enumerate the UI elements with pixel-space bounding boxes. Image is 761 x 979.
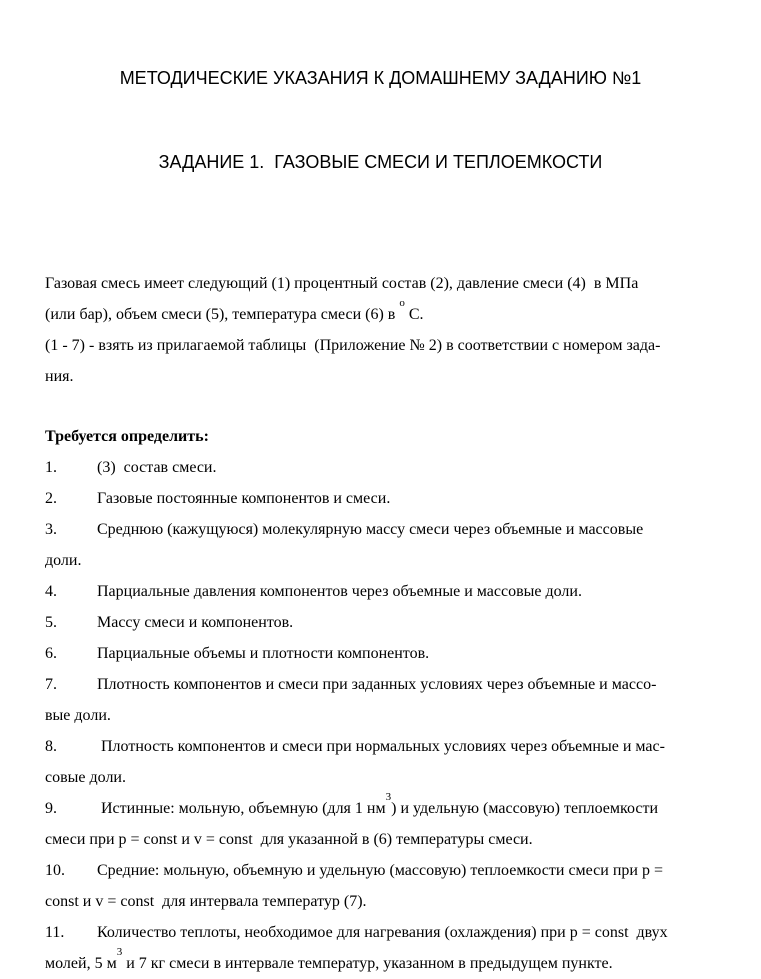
intro-line-4: ния.	[45, 368, 74, 385]
item-text: Плотность компонентов и смеси при нормальных условиях через объемные и мас-	[97, 738, 665, 755]
item-number: 4.	[45, 583, 57, 600]
list-item-9	[45, 790, 716, 824]
list-item-3-continuation: доли.	[45, 552, 82, 569]
title-line-1: МЕТОДИЧЕСКИЕ УКАЗАНИЯ К ДОМАШНЕМУ ЗАДАНИЮ №1	[119, 68, 642, 88]
cubic-meter-superscript: 3	[385, 790, 392, 803]
item-number: 2.	[45, 490, 57, 507]
item-text: Массу смеси и компонентов.	[97, 614, 294, 631]
intro-line-3: (1 - 7) - взять из прилагаемой таблицы (Приложение № 2) в соответствии с номером зада-	[45, 337, 661, 354]
list-item-10-continuation: const и v = const для интервала температур (7).	[45, 893, 367, 910]
item-number: 6.	[45, 645, 57, 662]
intro-line-2-text: (или бар), объем смеси (5), температура смеси (6) в	[45, 306, 400, 323]
intro-paragraph	[45, 268, 716, 392]
section-heading: Требуется определить:	[45, 428, 209, 445]
list-item-7-continuation: вые доли.	[45, 707, 111, 724]
intro-line-1: Газовая смесь имеет следующий (1) процентный состав (2), давление смеси (4) в МПа	[45, 275, 639, 292]
item-text-segment: Истинные: мольную, объемную (для 1 нм	[97, 800, 386, 817]
item-text-segment: молей, 5 м	[45, 955, 117, 972]
item-number: 5.	[45, 614, 57, 631]
list-item-8	[45, 731, 716, 762]
item-number: 11.	[45, 924, 65, 941]
list-item-4	[45, 576, 716, 607]
item-text	[97, 790, 716, 824]
list-item-5	[45, 607, 716, 638]
item-text: (3) состав смеси.	[97, 459, 217, 476]
list-item-8-continuation: совые доли.	[45, 769, 126, 786]
list-item-7	[45, 669, 716, 700]
item-number: 8.	[45, 738, 57, 755]
intro-line-2-tail: С.	[404, 306, 424, 323]
item-number: 1.	[45, 459, 57, 476]
list-item-2	[45, 483, 716, 514]
item-number: 9.	[45, 800, 57, 817]
item-text: Плотность компонентов и смеси при заданных условиях через объемные и массо-	[97, 676, 657, 693]
numbered-list	[45, 452, 716, 979]
item-text-segment: и 7 кг смеси в интервале температур, указанном в предыдущем пункте.	[122, 955, 613, 972]
list-item-11	[45, 917, 716, 948]
degree-superscript: о	[399, 296, 405, 309]
item-text: Количество теплоты, необходимое для нагревания (охлаждения) при p = const двух	[97, 924, 668, 941]
title-line-2: ЗАДАНИЕ 1. ГАЗОВЫЕ СМЕСИ И ТЕПЛОЕМКОСТИ	[158, 152, 603, 172]
cubic-meter-superscript: 3	[116, 945, 123, 958]
document-title	[45, 8, 716, 232]
item-text: Средние: мольную, объемную и удельную (массовую) теплоемкости смеси при p =	[97, 862, 663, 879]
item-number: 10.	[45, 862, 65, 879]
item-text-segment: ) и удельную (массовую) теплоемкости	[391, 800, 659, 817]
list-item-1	[45, 452, 716, 483]
item-text: Среднюю (кажущуюся) молекулярную массу смеси через объемные и массовые	[97, 521, 644, 538]
intro-line-2	[45, 296, 716, 330]
list-item-11-continuation	[45, 945, 716, 979]
item-text: Парциальные давления компонентов через объемные и массовые доли.	[97, 583, 582, 600]
item-number: 3.	[45, 521, 57, 538]
item-text: Парциальные объемы и плотности компонентов.	[97, 645, 430, 662]
list-item-10	[45, 855, 716, 886]
list-item-6	[45, 638, 716, 669]
list-item-9-continuation: смеси при p = const и v = const для указанной в (6) температуры смеси.	[45, 831, 533, 848]
list-item-3	[45, 514, 716, 545]
item-number: 7.	[45, 676, 57, 693]
item-text: Газовые постоянные компонентов и смеси.	[97, 490, 391, 507]
